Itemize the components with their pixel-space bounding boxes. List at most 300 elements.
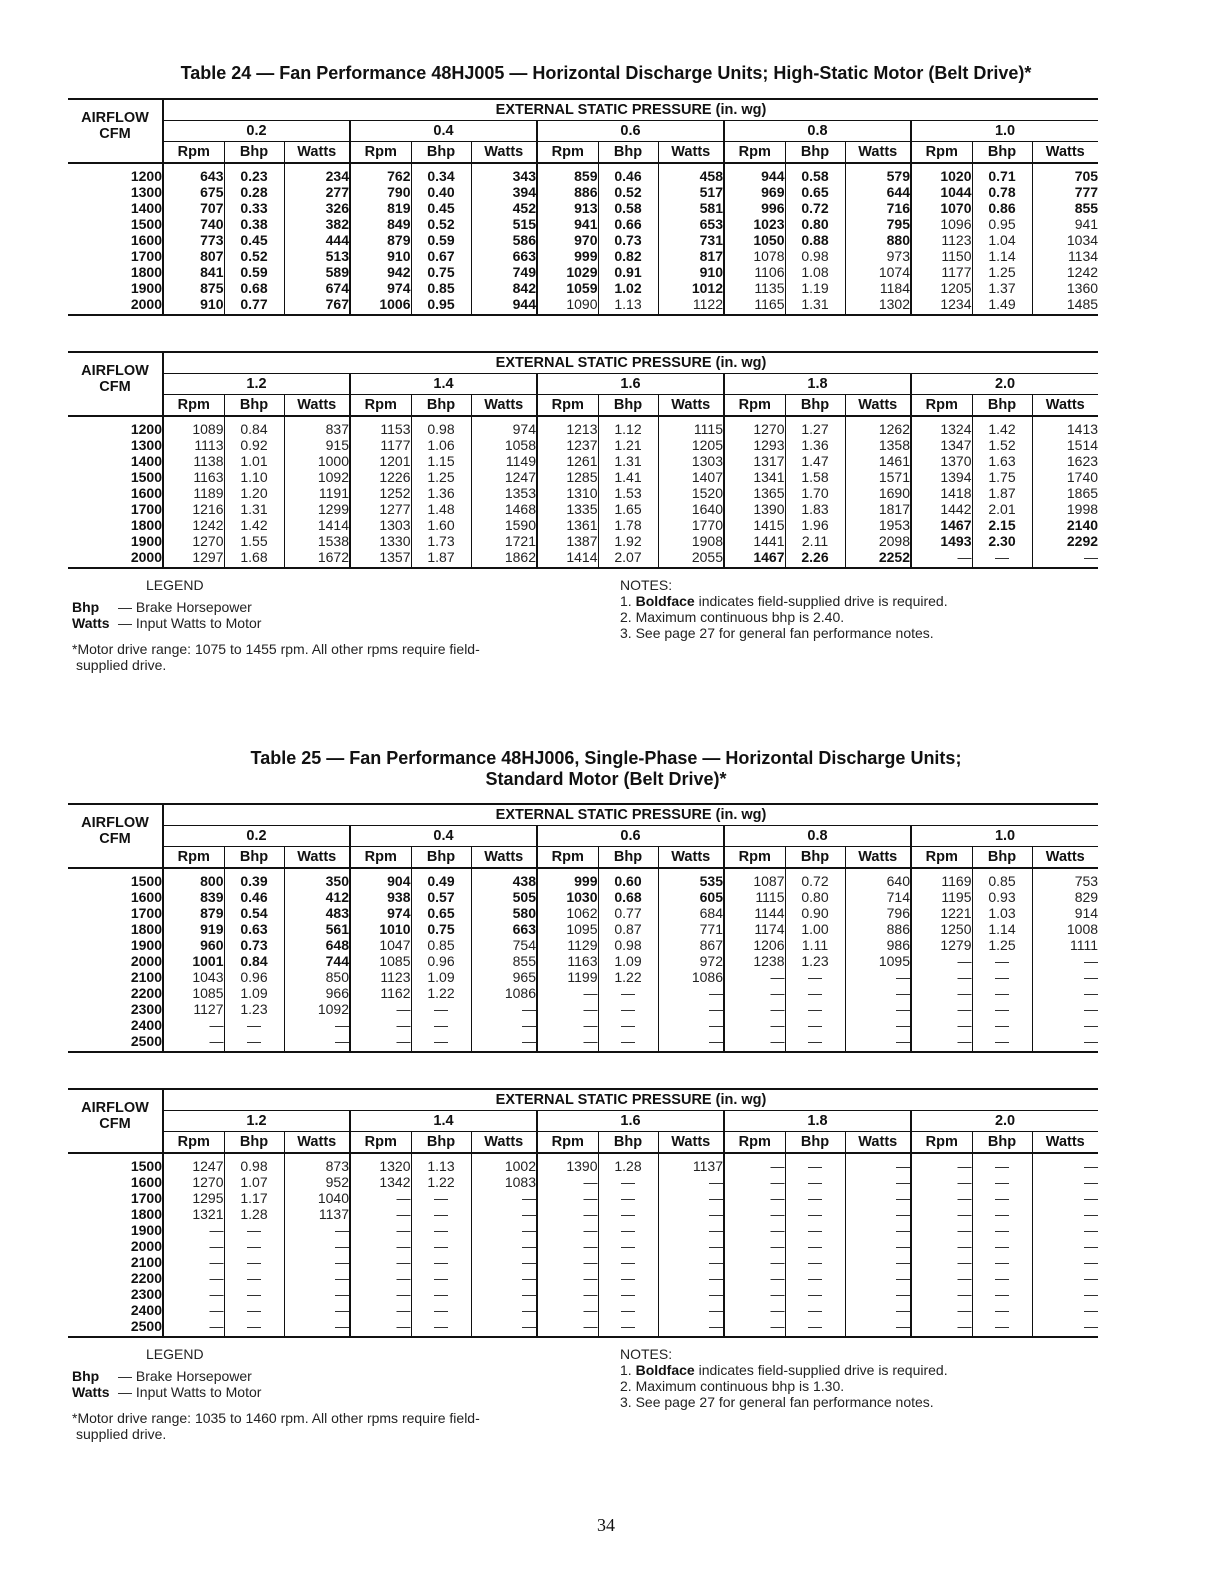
bhp-cell: — bbox=[411, 1254, 471, 1270]
watts-cell: 1008 bbox=[1032, 921, 1098, 937]
pressure-header: 0.8 bbox=[724, 121, 911, 142]
bhp-cell: 0.75 bbox=[411, 921, 471, 937]
pressure-header: 0.2 bbox=[163, 826, 350, 847]
rpm-cell: 1113 bbox=[163, 437, 224, 453]
bhp-cell: 1.13 bbox=[598, 296, 658, 315]
rpm-cell: — bbox=[163, 1238, 224, 1254]
rpm-cell: 1010 bbox=[350, 921, 411, 937]
bhp-cell: — bbox=[411, 1302, 471, 1318]
bhp-cell: 1.58 bbox=[785, 469, 845, 485]
note-text: indicates field-supplied drive is required. bbox=[694, 1362, 948, 1378]
bhp-cell: 1.65 bbox=[598, 501, 658, 517]
rpm-cell: 1177 bbox=[911, 264, 972, 280]
rpm-cell: — bbox=[350, 1222, 411, 1238]
watts-cell: 867 bbox=[658, 937, 724, 953]
airflow-cfm-cell: 2000 bbox=[68, 549, 163, 568]
table-row bbox=[68, 1318, 1098, 1337]
table-25-title-line-1: Table 25 — Fan Performance 48HJ006, Single-Phase — Horizontal Discharge Units; bbox=[250, 748, 962, 768]
bhp-cell: 2.15 bbox=[972, 517, 1032, 533]
watts-cell: 234 bbox=[284, 163, 350, 184]
watts-cell: 1012 bbox=[658, 280, 724, 296]
watts-cell: — bbox=[471, 1206, 537, 1222]
bhp-cell: 1.36 bbox=[785, 437, 845, 453]
note-text: indicates field-supplied drive is required. bbox=[694, 593, 948, 609]
watts-cell: 1623 bbox=[1032, 453, 1098, 469]
bhp-cell: 1.14 bbox=[972, 921, 1032, 937]
header-row-columns bbox=[68, 847, 1098, 869]
rpm-cell: 1163 bbox=[537, 953, 598, 969]
table-row bbox=[68, 232, 1098, 248]
bhp-cell: 1.25 bbox=[411, 469, 471, 485]
watts-cell: — bbox=[1032, 1238, 1098, 1254]
watts-cell: 452 bbox=[471, 200, 537, 216]
watts-cell: — bbox=[845, 969, 911, 985]
bhp-cell: — bbox=[972, 1190, 1032, 1206]
rpm-cell: 974 bbox=[350, 905, 411, 921]
table-row bbox=[68, 1270, 1098, 1286]
airflow-cfm-cell: 1700 bbox=[68, 248, 163, 264]
rpm-cell: 1006 bbox=[350, 296, 411, 315]
note-item bbox=[620, 1394, 948, 1410]
airflow-cfm-cell: 2300 bbox=[68, 1286, 163, 1302]
rpm-cell: — bbox=[537, 1238, 598, 1254]
bhp-cell: 0.85 bbox=[972, 868, 1032, 889]
watts-cell: — bbox=[658, 1033, 724, 1052]
table-row bbox=[68, 1222, 1098, 1238]
bhp-cell: 0.95 bbox=[411, 296, 471, 315]
bhp-cell: — bbox=[224, 1238, 284, 1254]
header-row-pressures bbox=[68, 1111, 1098, 1132]
bhp-cell: 1.48 bbox=[411, 501, 471, 517]
table-25-part-1 bbox=[68, 803, 1098, 1053]
bhp-cell: 0.77 bbox=[224, 296, 284, 315]
column-header-watts: Watts bbox=[658, 847, 724, 869]
watts-cell: — bbox=[471, 1190, 537, 1206]
note-text: Maximum continuous bhp is 2.40. bbox=[635, 609, 845, 625]
external-static-pressure-header: EXTERNAL STATIC PRESSURE (in. wg) bbox=[163, 99, 1098, 121]
rpm-cell: 960 bbox=[163, 937, 224, 953]
bhp-cell: 1.13 bbox=[411, 1153, 471, 1174]
watts-cell: 438 bbox=[471, 868, 537, 889]
rpm-cell: — bbox=[163, 1270, 224, 1286]
pressure-header: 1.4 bbox=[350, 1111, 537, 1132]
rpm-cell: 970 bbox=[537, 232, 598, 248]
header-row-pressure-label bbox=[68, 804, 1098, 826]
bhp-cell: 0.34 bbox=[411, 163, 471, 184]
bhp-cell: 0.46 bbox=[224, 889, 284, 905]
bhp-cell: 1.53 bbox=[598, 485, 658, 501]
watts-cell: 561 bbox=[284, 921, 350, 937]
bhp-cell: 1.03 bbox=[972, 905, 1032, 921]
bhp-cell: — bbox=[598, 1206, 658, 1222]
legend-description: — Brake Horsepower bbox=[118, 1368, 252, 1384]
rpm-cell: — bbox=[350, 1318, 411, 1337]
watts-cell: — bbox=[845, 1190, 911, 1206]
header-row-pressure-label bbox=[68, 1089, 1098, 1111]
watts-cell: 1721 bbox=[471, 533, 537, 549]
watts-cell: 1865 bbox=[1032, 485, 1098, 501]
bhp-cell: 1.52 bbox=[972, 437, 1032, 453]
airflow-blank-header bbox=[68, 142, 163, 164]
legend-title: LEGEND bbox=[146, 1346, 204, 1362]
bhp-cell: 2.11 bbox=[785, 533, 845, 549]
watts-cell: 1303 bbox=[658, 453, 724, 469]
watts-cell: 2292 bbox=[1032, 533, 1098, 549]
watts-cell: — bbox=[1032, 1033, 1098, 1052]
airflow-cfm-header bbox=[68, 804, 163, 847]
bhp-cell: — bbox=[972, 1270, 1032, 1286]
watts-cell: 277 bbox=[284, 184, 350, 200]
pressure-header: 0.6 bbox=[537, 121, 724, 142]
rpm-cell: 910 bbox=[350, 248, 411, 264]
rpm-cell: — bbox=[911, 1017, 972, 1033]
watts-cell: — bbox=[845, 1033, 911, 1052]
legend-abbreviation: Bhp bbox=[72, 1368, 100, 1384]
table-row bbox=[68, 163, 1098, 184]
bhp-cell: 1.41 bbox=[598, 469, 658, 485]
watts-cell: 1353 bbox=[471, 485, 537, 501]
watts-cell: — bbox=[658, 1286, 724, 1302]
bhp-cell: 1.70 bbox=[785, 485, 845, 501]
bhp-cell: 0.72 bbox=[785, 200, 845, 216]
table-row bbox=[68, 296, 1098, 315]
column-header-watts: Watts bbox=[284, 395, 350, 417]
watts-cell: 444 bbox=[284, 232, 350, 248]
rpm-cell: 1321 bbox=[163, 1206, 224, 1222]
bhp-cell: — bbox=[972, 1033, 1032, 1052]
note-item bbox=[620, 625, 948, 641]
table-25-part-2 bbox=[68, 1088, 1098, 1338]
watts-cell: — bbox=[1032, 1286, 1098, 1302]
bhp-cell: 0.92 bbox=[224, 437, 284, 453]
watts-cell: — bbox=[658, 1017, 724, 1033]
watts-cell: 579 bbox=[845, 163, 911, 184]
watts-cell: 483 bbox=[284, 905, 350, 921]
bhp-cell: 0.58 bbox=[598, 200, 658, 216]
cfm-label: CFM bbox=[99, 378, 131, 395]
watts-cell: — bbox=[1032, 549, 1098, 568]
pressure-header: 0.2 bbox=[163, 121, 350, 142]
bhp-cell: 0.46 bbox=[598, 163, 658, 184]
watts-cell: — bbox=[1032, 1001, 1098, 1017]
bhp-cell: 1.68 bbox=[224, 549, 284, 568]
watts-cell: 1407 bbox=[658, 469, 724, 485]
bhp-cell: — bbox=[598, 985, 658, 1001]
rpm-cell: 944 bbox=[724, 163, 785, 184]
airflow-cfm-cell: 1800 bbox=[68, 1206, 163, 1222]
rpm-cell: 999 bbox=[537, 868, 598, 889]
watts-cell: — bbox=[658, 1238, 724, 1254]
watts-cell: — bbox=[471, 1286, 537, 1302]
note-number: 2. bbox=[620, 1378, 632, 1394]
rpm-cell: — bbox=[163, 1302, 224, 1318]
rpm-cell: 1441 bbox=[724, 533, 785, 549]
rpm-cell: 1047 bbox=[350, 937, 411, 953]
bhp-cell: — bbox=[785, 1238, 845, 1254]
bhp-cell: — bbox=[972, 1174, 1032, 1190]
rpm-cell: 1029 bbox=[537, 264, 598, 280]
bhp-cell: — bbox=[224, 1318, 284, 1337]
rpm-cell: 1342 bbox=[350, 1174, 411, 1190]
rpm-cell: — bbox=[537, 985, 598, 1001]
column-header-watts: Watts bbox=[284, 142, 350, 164]
watts-cell: 2055 bbox=[658, 549, 724, 568]
bhp-cell: 1.31 bbox=[224, 501, 284, 517]
table-row bbox=[68, 868, 1098, 889]
legend-title: LEGEND bbox=[146, 577, 204, 593]
rpm-cell: 1279 bbox=[911, 937, 972, 953]
column-header-bhp: Bhp bbox=[411, 142, 471, 164]
watts-cell: 1095 bbox=[845, 953, 911, 969]
external-static-pressure-header: EXTERNAL STATIC PRESSURE (in. wg) bbox=[163, 1089, 1098, 1111]
bhp-cell: — bbox=[972, 985, 1032, 1001]
rpm-cell: 1261 bbox=[537, 453, 598, 469]
rpm-cell: 941 bbox=[537, 216, 598, 232]
rpm-cell: 1174 bbox=[724, 921, 785, 937]
watts-cell: 855 bbox=[471, 953, 537, 969]
bhp-cell: 0.49 bbox=[411, 868, 471, 889]
column-header-rpm: Rpm bbox=[537, 847, 598, 869]
column-header-bhp: Bhp bbox=[224, 142, 284, 164]
watts-cell: — bbox=[1032, 1318, 1098, 1337]
rpm-cell: 1095 bbox=[537, 921, 598, 937]
table-row bbox=[68, 1238, 1098, 1254]
rpm-cell: — bbox=[350, 1286, 411, 1302]
watts-cell: 842 bbox=[471, 280, 537, 296]
bhp-cell: 0.52 bbox=[598, 184, 658, 200]
bhp-cell: 2.26 bbox=[785, 549, 845, 568]
bhp-cell: 1.02 bbox=[598, 280, 658, 296]
watts-cell: — bbox=[284, 1270, 350, 1286]
notes-title: NOTES: bbox=[620, 1346, 673, 1362]
bhp-cell: 0.91 bbox=[598, 264, 658, 280]
legend-description: — Brake Horsepower bbox=[118, 599, 252, 615]
watts-cell: 1953 bbox=[845, 517, 911, 533]
rpm-cell: — bbox=[724, 1017, 785, 1033]
rpm-cell: 773 bbox=[163, 232, 224, 248]
table-row bbox=[68, 501, 1098, 517]
bhp-cell: 0.93 bbox=[972, 889, 1032, 905]
rpm-cell: 1216 bbox=[163, 501, 224, 517]
rpm-cell: 1043 bbox=[163, 969, 224, 985]
airflow-cfm-cell: 1800 bbox=[68, 517, 163, 533]
rpm-cell: 807 bbox=[163, 248, 224, 264]
rpm-cell: — bbox=[350, 1190, 411, 1206]
watts-cell: 394 bbox=[471, 184, 537, 200]
watts-cell: 1034 bbox=[1032, 232, 1098, 248]
bhp-cell: — bbox=[972, 1153, 1032, 1174]
watts-cell: — bbox=[1032, 1190, 1098, 1206]
watts-cell: 944 bbox=[471, 296, 537, 315]
bhp-cell: — bbox=[224, 1033, 284, 1052]
bhp-cell: — bbox=[785, 969, 845, 985]
bhp-cell: 1.42 bbox=[224, 517, 284, 533]
table-row bbox=[68, 485, 1098, 501]
bhp-cell: — bbox=[598, 1318, 658, 1337]
watts-cell: — bbox=[658, 1206, 724, 1222]
rpm-cell: 1070 bbox=[911, 200, 972, 216]
rpm-cell: — bbox=[724, 1222, 785, 1238]
watts-cell: 513 bbox=[284, 248, 350, 264]
rpm-cell: — bbox=[724, 1238, 785, 1254]
rpm-cell: — bbox=[724, 969, 785, 985]
rpm-cell: — bbox=[911, 969, 972, 985]
watts-cell: 850 bbox=[284, 969, 350, 985]
table-24-notes bbox=[620, 577, 948, 641]
rpm-cell: — bbox=[911, 549, 972, 568]
watts-cell: — bbox=[845, 1254, 911, 1270]
bhp-cell: 1.31 bbox=[785, 296, 845, 315]
bhp-cell: 0.40 bbox=[411, 184, 471, 200]
bhp-cell: — bbox=[972, 953, 1032, 969]
watts-cell: 1134 bbox=[1032, 248, 1098, 264]
table-25-title-line-2: Standard Motor (Belt Drive)* bbox=[485, 769, 727, 789]
watts-cell: 1191 bbox=[284, 485, 350, 501]
column-header-bhp: Bhp bbox=[224, 395, 284, 417]
bhp-cell: 0.96 bbox=[411, 953, 471, 969]
legend-item bbox=[72, 1384, 261, 1400]
rpm-cell: — bbox=[724, 1318, 785, 1337]
bhp-cell: 1.27 bbox=[785, 416, 845, 437]
rpm-cell: 913 bbox=[537, 200, 598, 216]
rpm-cell: 1090 bbox=[537, 296, 598, 315]
bhp-cell: 0.66 bbox=[598, 216, 658, 232]
rpm-cell: 1195 bbox=[911, 889, 972, 905]
watts-cell: 1571 bbox=[845, 469, 911, 485]
watts-cell: 350 bbox=[284, 868, 350, 889]
watts-cell: 343 bbox=[471, 163, 537, 184]
bhp-cell: 1.14 bbox=[972, 248, 1032, 264]
bhp-cell: 1.55 bbox=[224, 533, 284, 549]
column-header-watts: Watts bbox=[845, 847, 911, 869]
watts-cell: 382 bbox=[284, 216, 350, 232]
pressure-header: 2.0 bbox=[911, 1111, 1098, 1132]
rpm-cell: 1365 bbox=[724, 485, 785, 501]
column-header-bhp: Bhp bbox=[972, 142, 1032, 164]
rpm-cell: — bbox=[350, 1254, 411, 1270]
airflow-cfm-cell: 1400 bbox=[68, 453, 163, 469]
rpm-cell: — bbox=[724, 1302, 785, 1318]
watts-cell: — bbox=[1032, 953, 1098, 969]
page-number: 34 bbox=[597, 1515, 615, 1535]
bhp-cell: 0.78 bbox=[972, 184, 1032, 200]
airflow-cfm-cell: 2400 bbox=[68, 1302, 163, 1318]
rpm-cell: 1205 bbox=[911, 280, 972, 296]
watts-cell: 1299 bbox=[284, 501, 350, 517]
airflow-cfm-cell: 1300 bbox=[68, 437, 163, 453]
rpm-cell: — bbox=[911, 1254, 972, 1270]
rpm-cell: — bbox=[537, 1222, 598, 1238]
rpm-cell: — bbox=[724, 1206, 785, 1222]
bhp-cell: 1.22 bbox=[598, 969, 658, 985]
watts-cell: 1184 bbox=[845, 280, 911, 296]
watts-cell: 716 bbox=[845, 200, 911, 216]
column-header-bhp: Bhp bbox=[785, 395, 845, 417]
watts-cell: — bbox=[658, 1190, 724, 1206]
bhp-cell: 1.23 bbox=[785, 953, 845, 969]
watts-cell: 1205 bbox=[658, 437, 724, 453]
rpm-cell: — bbox=[537, 1318, 598, 1337]
watts-cell: 1149 bbox=[471, 453, 537, 469]
header-row-pressures bbox=[68, 374, 1098, 395]
bhp-cell: 0.85 bbox=[411, 280, 471, 296]
watts-cell: — bbox=[658, 1001, 724, 1017]
watts-cell: 829 bbox=[1032, 889, 1098, 905]
rpm-cell: 1106 bbox=[724, 264, 785, 280]
bhp-cell: 1.25 bbox=[972, 264, 1032, 280]
external-static-pressure-header: EXTERNAL STATIC PRESSURE (in. wg) bbox=[163, 804, 1098, 826]
watts-cell: 640 bbox=[845, 868, 911, 889]
watts-cell: 580 bbox=[471, 905, 537, 921]
airflow-label: AIRFLOW bbox=[81, 814, 149, 831]
bhp-cell: — bbox=[785, 1206, 845, 1222]
column-header-bhp: Bhp bbox=[785, 1132, 845, 1154]
motor-drive-footnote: *Motor drive range: 1075 to 1455 rpm. All other rpms require field- bbox=[72, 641, 480, 657]
bhp-cell: — bbox=[972, 1254, 1032, 1270]
bhp-cell: 0.67 bbox=[411, 248, 471, 264]
bhp-cell: 0.68 bbox=[598, 889, 658, 905]
rpm-cell: — bbox=[537, 1174, 598, 1190]
bhp-cell: 0.84 bbox=[224, 416, 284, 437]
rpm-cell: 886 bbox=[537, 184, 598, 200]
rpm-cell: — bbox=[537, 1286, 598, 1302]
watts-cell: 589 bbox=[284, 264, 350, 280]
bhp-cell: 0.84 bbox=[224, 953, 284, 969]
table-24-part-1 bbox=[68, 98, 1098, 316]
airflow-cfm-cell: 1700 bbox=[68, 905, 163, 921]
column-header-watts: Watts bbox=[845, 1132, 911, 1154]
bhp-cell: 0.65 bbox=[785, 184, 845, 200]
watts-cell: 910 bbox=[658, 264, 724, 280]
rpm-cell: 1247 bbox=[163, 1153, 224, 1174]
bhp-cell: — bbox=[224, 1254, 284, 1270]
table-row bbox=[68, 1190, 1098, 1206]
airflow-cfm-cell: 1300 bbox=[68, 184, 163, 200]
watts-cell: 1862 bbox=[471, 549, 537, 568]
note-item bbox=[620, 1378, 948, 1394]
watts-cell: 796 bbox=[845, 905, 911, 921]
bhp-cell: — bbox=[785, 1174, 845, 1190]
pressure-header: 1.4 bbox=[350, 374, 537, 395]
column-header-watts: Watts bbox=[845, 142, 911, 164]
watts-cell: — bbox=[471, 1318, 537, 1337]
airflow-cfm-cell: 2000 bbox=[68, 953, 163, 969]
rpm-cell: 1050 bbox=[724, 232, 785, 248]
bhp-cell: 0.39 bbox=[224, 868, 284, 889]
bhp-cell: 1.17 bbox=[224, 1190, 284, 1206]
watts-cell: 1242 bbox=[1032, 264, 1098, 280]
column-header-bhp: Bhp bbox=[411, 1132, 471, 1154]
airflow-cfm-cell: 2000 bbox=[68, 296, 163, 315]
watts-cell: 1074 bbox=[845, 264, 911, 280]
watts-cell: 515 bbox=[471, 216, 537, 232]
column-header-watts: Watts bbox=[471, 1132, 537, 1154]
airflow-cfm-cell: 1700 bbox=[68, 1190, 163, 1206]
bhp-cell: — bbox=[785, 1033, 845, 1052]
legend-item bbox=[72, 599, 252, 615]
rpm-cell: 1213 bbox=[537, 416, 598, 437]
rpm-cell: 1414 bbox=[537, 549, 598, 568]
watts-cell: 2140 bbox=[1032, 517, 1098, 533]
header-row-columns bbox=[68, 395, 1098, 417]
rpm-cell: 643 bbox=[163, 163, 224, 184]
table-row bbox=[68, 416, 1098, 437]
watts-cell: 1086 bbox=[658, 969, 724, 985]
pressure-header: 1.2 bbox=[163, 1111, 350, 1132]
bhp-cell: 0.59 bbox=[224, 264, 284, 280]
rpm-cell: — bbox=[911, 1270, 972, 1286]
rpm-cell: 1206 bbox=[724, 937, 785, 953]
